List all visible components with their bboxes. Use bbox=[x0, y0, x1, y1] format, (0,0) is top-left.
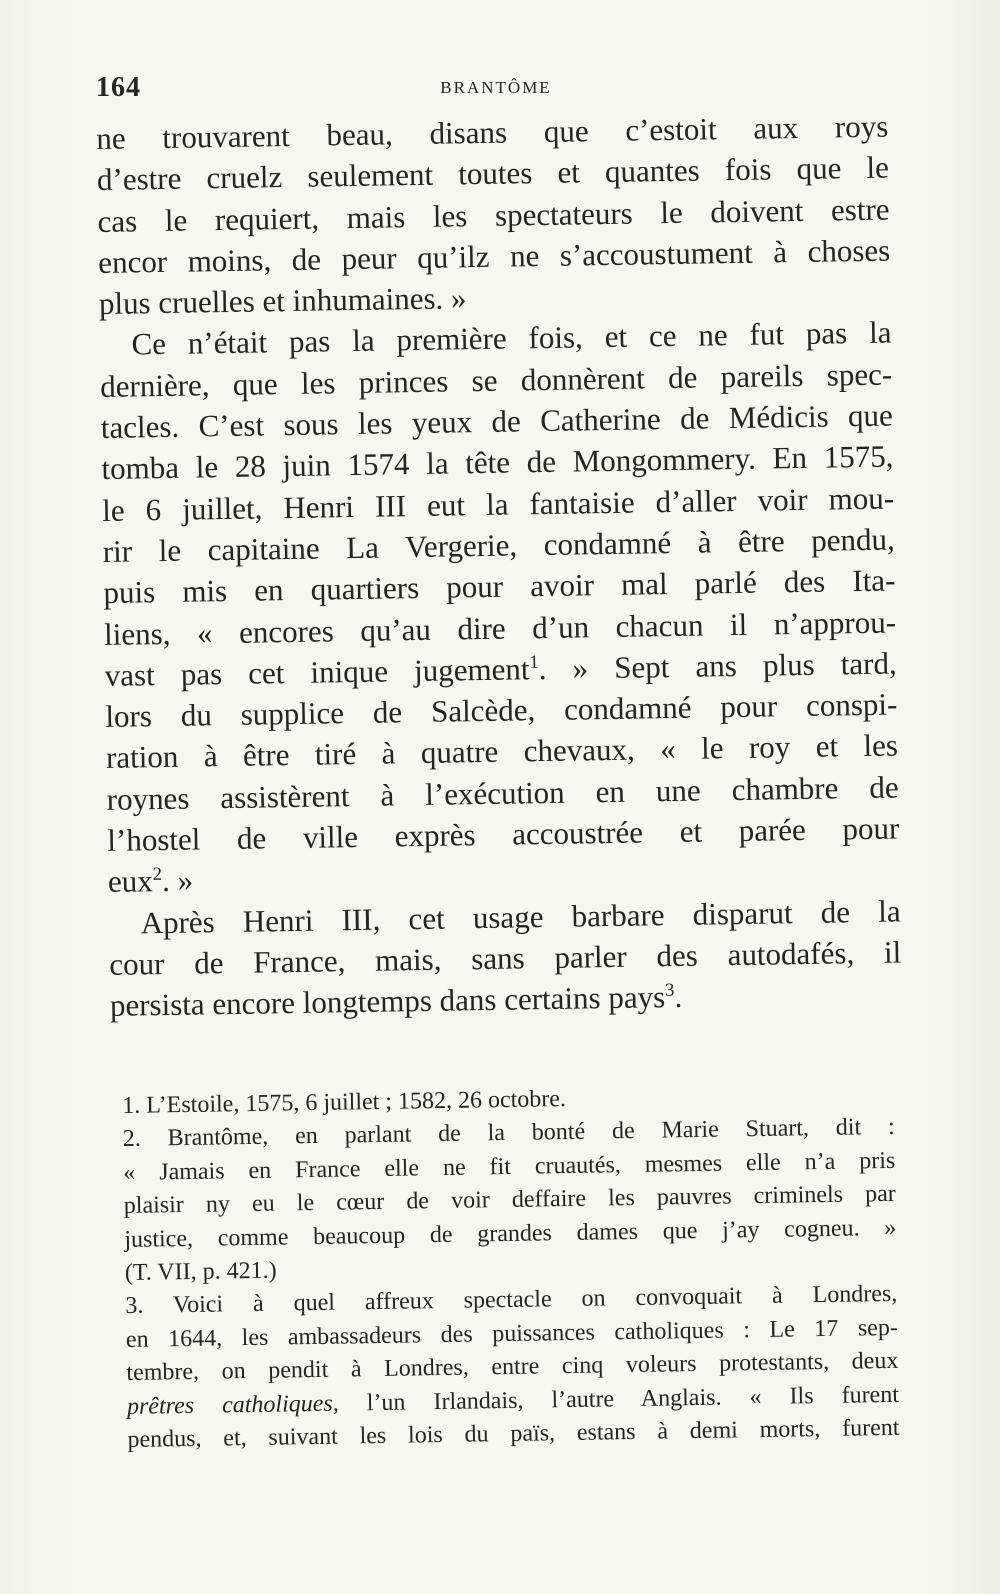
page-number: 164 bbox=[96, 72, 141, 103]
footnote-2-line: « Jamais en France elle ne fit cruautés, mesmes elle n’a pris bbox=[123, 1147, 896, 1186]
text-line: rir le capitaine La Vergerie, condamné à être pendu, bbox=[102, 521, 895, 569]
text-fragment: vast pas cet inique jugement bbox=[104, 651, 530, 693]
text-line: tomba le 28 juin 1574 la tête de Mongommery. En 1575, bbox=[101, 438, 894, 487]
footnote-2-line: plaisir ny eu le cœur de voir deffaire les pauvres criminels par bbox=[123, 1181, 896, 1220]
paragraph-2 bbox=[99, 312, 900, 903]
text-line: ration à être tiré à quatre chevaux, « le roy et les bbox=[105, 727, 899, 776]
text-fragment: persista encore longtemps dans certains pays bbox=[109, 979, 666, 1024]
text-line: lors du supplice de Salcède, condamné pour conspi- bbox=[105, 686, 898, 735]
text-line: cour de France, mais, sans parler des autodafés, il bbox=[109, 934, 902, 982]
footnote-ref-1: 1 bbox=[529, 651, 539, 673]
text-line: liens, « encores qu’au dire d’un chacun il n’approu- bbox=[103, 604, 897, 652]
text-fragment: . bbox=[674, 979, 683, 1015]
text-fragment: . » bbox=[161, 862, 194, 899]
page-header bbox=[96, 72, 896, 112]
text-line: puis mis en quartiers pour avoir mal parlé des Ita- bbox=[103, 562, 896, 611]
footnote-2-line: justice, comme beaucoup de grandes dames que j’ay cogneu. » bbox=[124, 1214, 897, 1253]
text-line: le 6 juillet, Henri III eut la fantaisie d’aller voir mou- bbox=[101, 480, 895, 528]
paragraph-3 bbox=[108, 890, 902, 1026]
text-fragment: eux bbox=[107, 863, 154, 900]
footnote-2-line: 2. Brantôme, en parlant de la bonté de Marie Stuart, dit : bbox=[122, 1114, 895, 1153]
text-line: dernière, que les princes se donnèrent de pareils spec- bbox=[99, 356, 893, 404]
text-line: encor moins, de peur qu’ilz ne s’accoustument à choses bbox=[97, 232, 891, 280]
text-line: l’hostel de ville exprès accoustrée et parée pour bbox=[107, 810, 900, 858]
footnote-1: 1. L’Estoile, 1575, 6 juillet ; 1582, 26 octobre. bbox=[122, 1086, 567, 1119]
text-line: d’estre cruelz seulement toutes et quantes fois que le bbox=[96, 149, 890, 198]
footnote-ref-3: 3 bbox=[664, 979, 675, 1002]
footnotes bbox=[122, 1078, 900, 1457]
footnote-3-line: en 1644, les ambassadeurs des puissances catholiques : Le 17 sep- bbox=[125, 1314, 899, 1353]
text-line: plus cruelles et inhumaines. » bbox=[98, 280, 467, 322]
text-line: tacles. C’est sous les yeux de Catherine de Médicis que bbox=[100, 397, 894, 446]
footnote-3-line: 3. Voici à quel affreux spectacle on convoquait à Londres, bbox=[125, 1281, 898, 1320]
footnote-ref-2: 2 bbox=[152, 864, 163, 886]
text-fragment: . » Sept ans plus tard, bbox=[538, 645, 897, 686]
main-text bbox=[96, 106, 902, 1027]
text-line: ne trouvarent beau, disans que c’estoit aux roys bbox=[96, 108, 889, 156]
footnote-2-line: (T. VII, p. 421.) bbox=[124, 1257, 277, 1286]
text-line: Ce n’était pas la première fois, et ce ne fut pas la bbox=[131, 315, 892, 362]
text-fragment: l’un Irlandais, l’autre Anglais. « Ils furent bbox=[338, 1381, 900, 1417]
text-line: cas le requiert, mais les spectateurs le doivent estre bbox=[97, 191, 890, 239]
paragraph-1 bbox=[96, 106, 891, 325]
running-head: BRANTÔME bbox=[440, 78, 552, 97]
footnote-3-line: pendus, et, suivant les lois du païs, estans à demi morts, furent bbox=[127, 1414, 900, 1453]
text-line: Après Henri III, cet usage barbare disparut de la bbox=[140, 893, 901, 941]
text-line: roynes assistèrent à l’exécution en une chambre de bbox=[106, 769, 899, 817]
italic-text: prêtres catholiques, bbox=[126, 1390, 339, 1420]
footnote-3-line: tembre, on pendit à Londres, entre cinq voleurs protestants, deux bbox=[126, 1347, 899, 1387]
